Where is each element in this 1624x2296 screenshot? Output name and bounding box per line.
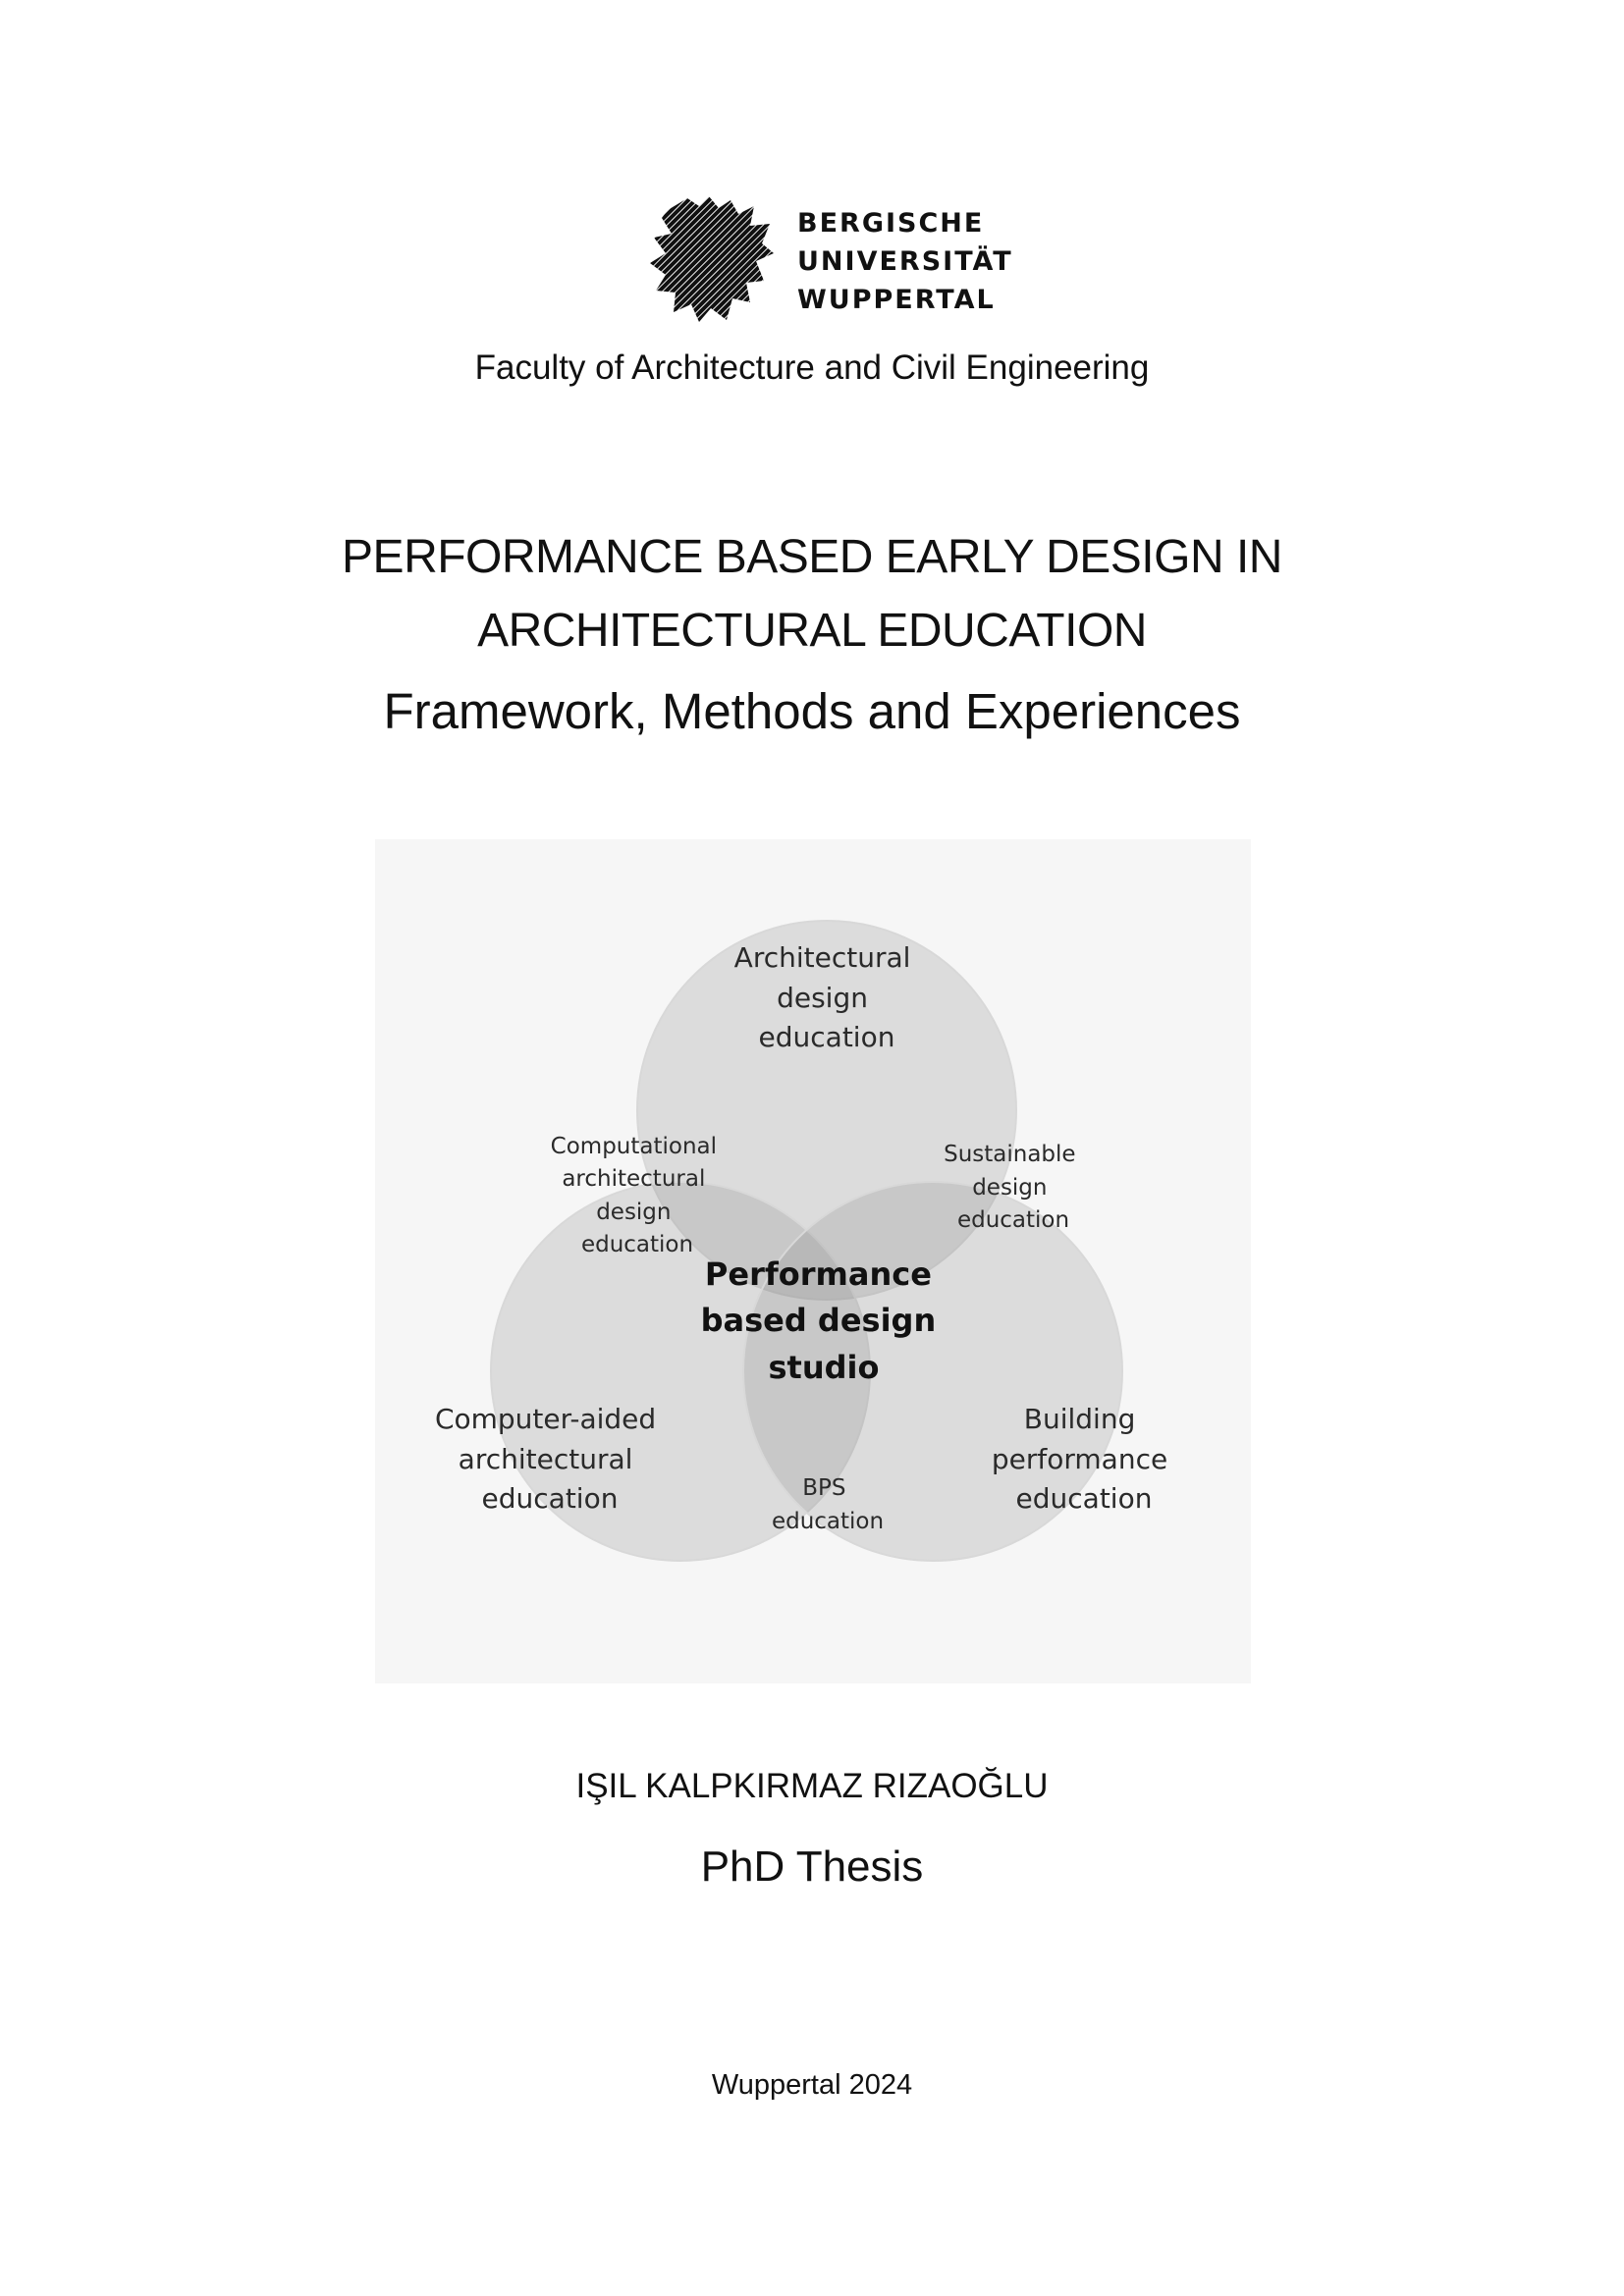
university-name-line: WUPPERTAL: [797, 285, 996, 315]
label-line: based design: [700, 1302, 937, 1339]
label-line: Computer-aided: [434, 1403, 657, 1435]
university-name-line: BERGISCHE: [797, 208, 985, 239]
label-line: architectural: [562, 1166, 706, 1192]
place-and-year: Wuppertal 2024: [711, 2069, 913, 2101]
label-line: education: [771, 1509, 885, 1534]
label-line: Computational: [550, 1134, 718, 1159]
author-name: IŞIL KALPKIRMAZ RIZAOĞLU: [575, 1767, 1049, 1805]
label-line: Architectural: [733, 941, 911, 974]
thesis-subtitle: Framework, Methods and Experiences: [383, 683, 1241, 739]
label-line: education: [580, 1232, 694, 1257]
thesis-title-line: ARCHITECTURAL EDUCATION: [477, 605, 1147, 657]
label-line: design: [777, 982, 868, 1014]
degree-type: PhD Thesis: [700, 1842, 924, 1891]
label-line: education: [1015, 1482, 1153, 1515]
label-line: Building: [1023, 1403, 1136, 1435]
label-line: education: [956, 1207, 1070, 1233]
label-line: BPS: [802, 1475, 846, 1501]
thesis-title: [0, 520, 1624, 667]
label-line: education: [481, 1482, 619, 1515]
lion-crest-icon: [648, 192, 776, 325]
venn-diagram: [375, 839, 1251, 1683]
faculty-name: Faculty of Architecture and Civil Engineering: [474, 348, 1150, 387]
label-line: Sustainable: [944, 1142, 1076, 1167]
label-line: design: [972, 1175, 1048, 1201]
label-line: education: [758, 1021, 895, 1053]
label-line: Performance: [704, 1255, 932, 1293]
university-name-line: UNIVERSITÄT: [797, 246, 1013, 277]
label-line: performance: [991, 1443, 1168, 1475]
label-line: studio: [768, 1349, 880, 1386]
label-line: design: [596, 1200, 672, 1225]
thesis-title-line: PERFORMANCE BASED EARLY DESIGN IN: [342, 531, 1282, 583]
label-line: architectural: [458, 1443, 633, 1475]
university-name: [797, 204, 1013, 319]
